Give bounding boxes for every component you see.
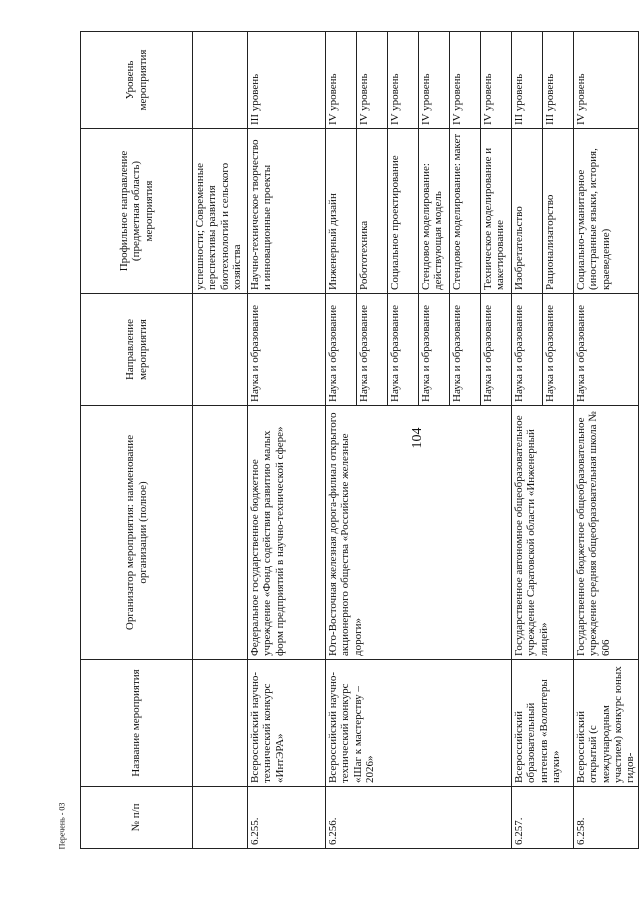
cell-direction: Наука и образование bbox=[481, 294, 512, 406]
cell-profile: Рационализаторство bbox=[543, 129, 574, 294]
cell-direction: Наука и образование bbox=[543, 294, 574, 406]
cell-level: IV уровень bbox=[388, 32, 419, 129]
document-code: Перечень - 03 bbox=[57, 802, 67, 850]
header-name: Название мероприятия bbox=[81, 660, 193, 787]
page-number: 104 bbox=[410, 427, 425, 449]
table-header-row bbox=[81, 32, 193, 849]
header-level: Уровень мероприятия bbox=[81, 32, 193, 129]
cell-num bbox=[193, 787, 248, 849]
cell-direction: Наука и образование bbox=[512, 294, 543, 406]
cell-profile: Робототехника bbox=[357, 129, 388, 294]
cell-org bbox=[193, 406, 248, 660]
cell-level: III уровень bbox=[543, 32, 574, 129]
cell-org: Юго-Восточная железная дорога-филиал открытого акционерного общества «Российские железные дороги» bbox=[326, 406, 512, 660]
header-direction: Направление мероприятия bbox=[81, 294, 193, 406]
cell-direction: Наука и образование bbox=[248, 294, 326, 406]
cell-name: Всероссийский образовательный интенсив «Волонтеры науки» bbox=[512, 660, 574, 787]
header-org: Организатор мероприятия: наименование организации (полное) bbox=[81, 406, 193, 660]
table-row bbox=[248, 32, 326, 849]
cell-profile: Социальное проектирование bbox=[388, 129, 419, 294]
cell-profile: Стендовое моделирование: действующая модель bbox=[419, 129, 450, 294]
cell-level: IV уровень bbox=[574, 32, 639, 129]
table-row bbox=[512, 32, 543, 849]
cell-name: Всероссийский открытый (с международным участием) конкурс юных гидов- bbox=[574, 660, 639, 787]
cell-direction: Наука и образование bbox=[574, 294, 639, 406]
cell-profile: успешности; Современные перспективы развития биотехнологий и сельского хозяйства bbox=[193, 129, 248, 294]
rotated-table-container bbox=[80, 32, 637, 849]
cell-profile: Социально-гуманитарное (иностранные языки, история, краеведение) bbox=[574, 129, 639, 294]
cell-direction: Наука и образование bbox=[450, 294, 481, 406]
header-num: № п/п bbox=[81, 787, 193, 849]
cell-num: 6.258. bbox=[574, 787, 639, 849]
cell-name: Всероссийский научно-технический конкурс «Шаг к мастерству – 2026» bbox=[326, 660, 512, 787]
cell-direction: Наука и образование bbox=[388, 294, 419, 406]
cell-num: 6.257. bbox=[512, 787, 574, 849]
cell-direction: Наука и образование bbox=[419, 294, 450, 406]
cell-level: IV уровень bbox=[419, 32, 450, 129]
cell-level: III уровень bbox=[512, 32, 543, 129]
cell-direction bbox=[193, 294, 248, 406]
cell-level: IV уровень bbox=[481, 32, 512, 129]
cell-name: Всероссийский научно-технический конкурс «ИнтЭРА» bbox=[248, 660, 326, 787]
cell-profile: Стендовое моделирование: макет bbox=[450, 129, 481, 294]
cell-level: IV уровень bbox=[357, 32, 388, 129]
cell-level: IV уровень bbox=[326, 32, 357, 129]
cell-org: Государственное бюджетное общеобразовательное учреждение средняя общеобразовательная школа № 606 bbox=[574, 406, 639, 660]
cell-num: 6.255. bbox=[248, 787, 326, 849]
cell-level bbox=[193, 32, 248, 129]
cell-level: III уровень bbox=[248, 32, 326, 129]
cell-profile: Изобретательство bbox=[512, 129, 543, 294]
cell-name bbox=[193, 660, 248, 787]
table-row bbox=[326, 32, 357, 849]
cell-level: IV уровень bbox=[450, 32, 481, 129]
cell-direction: Наука и образование bbox=[357, 294, 388, 406]
table-row bbox=[574, 32, 639, 849]
events-table bbox=[80, 31, 639, 849]
cell-profile: Научно-техническое творчество и инновационные проекты bbox=[248, 129, 326, 294]
header-profile: Профильное направление (предметная область) мероприятия bbox=[81, 129, 193, 294]
cell-org: Федеральное государственное бюджетное учреждение «Фонд содействия развитию малых форм предприятий в научно-технической сфере» bbox=[248, 406, 326, 660]
table-row bbox=[193, 32, 248, 849]
cell-profile: Техническое моделирование и макетирование bbox=[481, 129, 512, 294]
cell-num: 6.256. bbox=[326, 787, 512, 849]
cell-profile: Инженерный дизайн bbox=[326, 129, 357, 294]
cell-org: Государственное автономное общеобразовательное учреждение Саратовской области «Инженерный лицей» bbox=[512, 406, 574, 660]
cell-direction: Наука и образование bbox=[326, 294, 357, 406]
